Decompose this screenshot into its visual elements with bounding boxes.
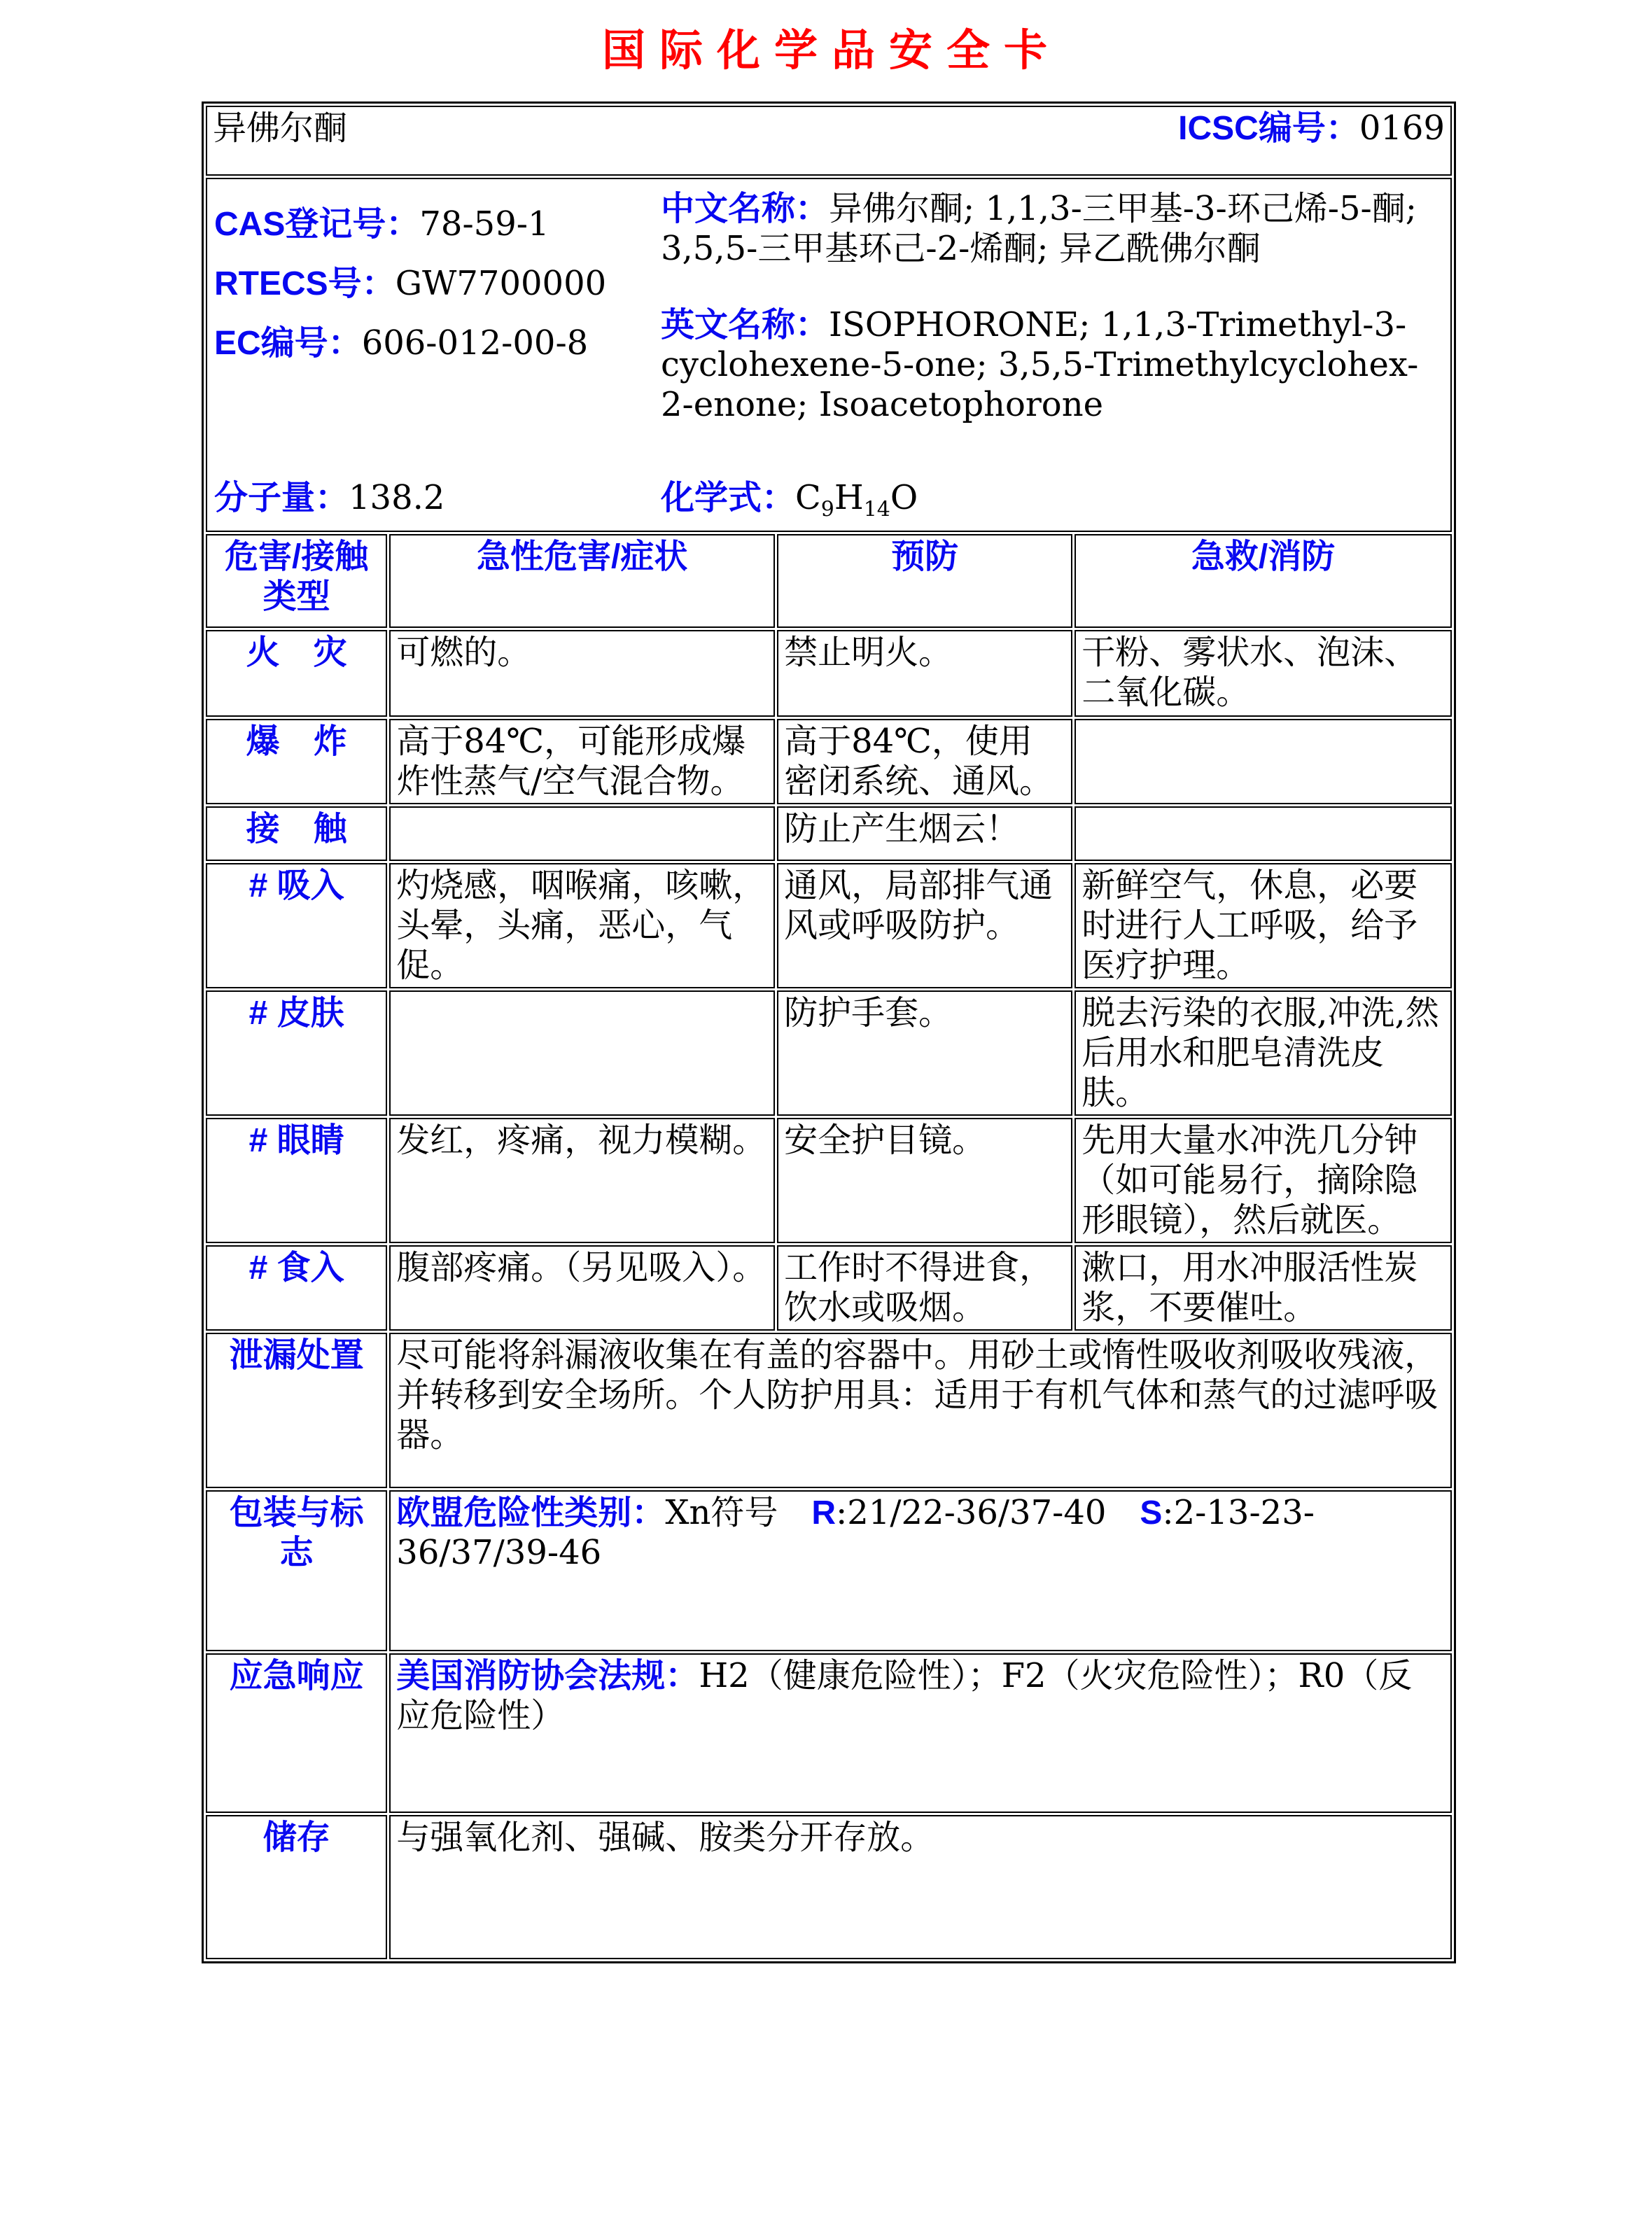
prevention-cell: 通风，局部排气通风或呼吸防护。 [777, 863, 1072, 988]
card-content [202, 0, 1462, 1963]
cn-name-line [661, 189, 1445, 269]
response-cell: 漱口，用水冲服活性炭浆，不要催吐。 [1074, 1245, 1452, 1331]
prevention-cell: 防护手套。 [777, 990, 1072, 1116]
hazard-row-ingestion [206, 1245, 1452, 1331]
page-title: 国际化学品安全卡 [601, 24, 1061, 76]
chemical-names [661, 189, 1445, 425]
storage-text: 与强氧化剂、强碱、胺类分开存放。 [389, 1815, 1452, 1959]
formula-value: $C_9H_{14}O$ [795, 478, 918, 522]
hazard-header-row [206, 534, 1452, 628]
icsc-number-field [1178, 108, 1445, 148]
eu-class-label: 欧盟危险性类别： [396, 1494, 666, 1532]
hazard-row-eyes [206, 1118, 1452, 1243]
hazard-type-label: # 吸入 [206, 863, 387, 988]
hazard-type-label: # 眼睛 [206, 1118, 387, 1243]
section-row-packaging [206, 1490, 1452, 1651]
col-header-symptoms: 急性危害/症状 [389, 534, 775, 628]
hazard-row-skin [206, 990, 1452, 1116]
s-phrase-label: S [1140, 1494, 1163, 1532]
hazard-type-label: 接 触 [206, 806, 387, 861]
hazard-type-label: 爆 炸 [206, 719, 387, 804]
symptoms-cell: 发红，疼痛，视力模糊。 [389, 1118, 775, 1243]
hazard-type-label: 火 灾 [206, 630, 387, 717]
rtecs-value: GW7700000 [395, 264, 607, 303]
card-header-row [206, 106, 1452, 176]
cn-name-value: 异佛尔酮; 1,1,3-三甲基-3-环己烯-5-酮; 3,5,5-三甲基环己-2-烯酮; 异乙酰佛尔酮 [661, 189, 1417, 268]
ec-value: 606-012-00-8 [361, 323, 589, 363]
rtecs-label: RTECS号： [214, 265, 396, 302]
response-cell: 先用大量水冲洗几分钟（如可能易行，摘除隐形眼镜），然后就医。 [1074, 1118, 1452, 1243]
icsc-number: 0169 [1359, 108, 1445, 148]
molecular-info [214, 478, 1445, 522]
ec-line [214, 314, 606, 373]
nfpa-value: H2（健康危险性）；F2（火灾危险性）；R0（反应危险性） [396, 1656, 1413, 1735]
hazard-type-label: # 皮肤 [206, 990, 387, 1116]
rtecs-line [214, 254, 606, 314]
substance-name: 异佛尔酮 [213, 108, 348, 148]
identity-cell [206, 178, 1452, 532]
en-name-line [661, 305, 1445, 425]
section-label-storage: 储存 [206, 1815, 387, 1959]
response-cell: 新鲜空气，休息，必要时进行人工呼吸，给予医疗护理。 [1074, 863, 1452, 988]
response-cell: 脱去污染的衣服,冲洗,然后用水和肥皂清洗皮肤。 [1074, 990, 1452, 1116]
en-name-label: 英文名称： [661, 307, 830, 344]
card-header-cell [206, 106, 1452, 176]
cas-line [214, 195, 606, 254]
symptoms-cell: 腹部疼痛。（另见吸入）。 [389, 1245, 775, 1331]
prevention-cell: 高于84℃，使用密闭系统、通风。 [777, 719, 1072, 804]
mw-label: 分子量： [214, 479, 349, 517]
nfpa-label: 美国消防协会法规： [396, 1658, 699, 1695]
cn-name-label: 中文名称： [661, 190, 830, 227]
section-row-storage [206, 1815, 1452, 1959]
response-cell: 干粉、雾状水、泡沫、二氧化碳。 [1074, 630, 1452, 717]
en-name-value: ISOPHORONE; 1,1,3-Trimethyl-3-cyclohexene-5-one; 3,5,5-Trimethylcyclohex-2-enone; Isoacetophorone [661, 305, 1419, 424]
cas-label: CAS登记号： [214, 206, 420, 243]
symptoms-cell: 灼烧感，咽喉痛，咳嗽，头晕，头痛，恶心，气促。 [389, 863, 775, 988]
symptoms-cell [389, 806, 775, 861]
hazard-row-explosion [206, 719, 1452, 804]
section-label-spill: 泄漏处置 [206, 1333, 387, 1488]
hazard-row-inhalation [206, 863, 1452, 988]
response-cell [1074, 806, 1452, 861]
prevention-cell: 工作时不得进食，饮水或吸烟。 [777, 1245, 1072, 1331]
col-header-type: 危害/接触类型 [206, 534, 387, 628]
r-phrase-label: R [811, 1494, 836, 1532]
emergency-text [389, 1653, 1452, 1813]
icsc-label: ICSC编号： [1178, 110, 1359, 147]
mw-value: 138.2 [349, 478, 445, 517]
cas-value: 78-59-1 [419, 204, 550, 244]
safety-card-table [202, 101, 1456, 1963]
r-phrase-value: :21/22-36/37-40 [836, 1493, 1107, 1532]
card-header-line [213, 108, 1445, 148]
symptoms-cell [389, 990, 775, 1116]
identity-row [206, 178, 1452, 532]
s-phrase-value: :2-13-23-36/37/39-46 [396, 1493, 1315, 1572]
symptoms-cell: 可燃的。 [389, 630, 775, 717]
chemical-formula [661, 478, 918, 522]
symptoms-cell: 高于84℃，可能形成爆炸性蒸气/空气混合物。 [389, 719, 775, 804]
hazard-type-label: # 食入 [206, 1245, 387, 1331]
eu-class-value: Xn符号 [665, 1493, 778, 1532]
formula-label: 化学式： [661, 479, 796, 517]
registry-ids [214, 195, 606, 373]
section-row-spill [206, 1333, 1452, 1488]
packaging-text [389, 1490, 1452, 1651]
prevention-cell: 禁止明火。 [777, 630, 1072, 717]
molecular-weight [214, 478, 661, 518]
hazard-row-contact [206, 806, 1452, 861]
section-row-emergency [206, 1653, 1452, 1813]
response-cell [1074, 719, 1452, 804]
prevention-cell: 防止产生烟云！ [777, 806, 1072, 861]
section-label-packaging: 包装与标志 [206, 1490, 387, 1651]
col-header-prevention: 预防 [777, 534, 1072, 628]
spill-text: 尽可能将斜漏液收集在有盖的容器中。用砂土或惰性吸收剂吸收残液，并转移到安全场所。个人防护用具：适用于有机气体和蒸气的过滤呼吸器。 [389, 1333, 1452, 1488]
section-label-emergency: 应急响应 [206, 1653, 387, 1813]
hazard-row-fire [206, 630, 1452, 717]
prevention-cell: 安全护目镜。 [777, 1118, 1072, 1243]
col-header-response: 急救/消防 [1074, 534, 1452, 628]
ec-label: EC编号： [214, 325, 362, 362]
